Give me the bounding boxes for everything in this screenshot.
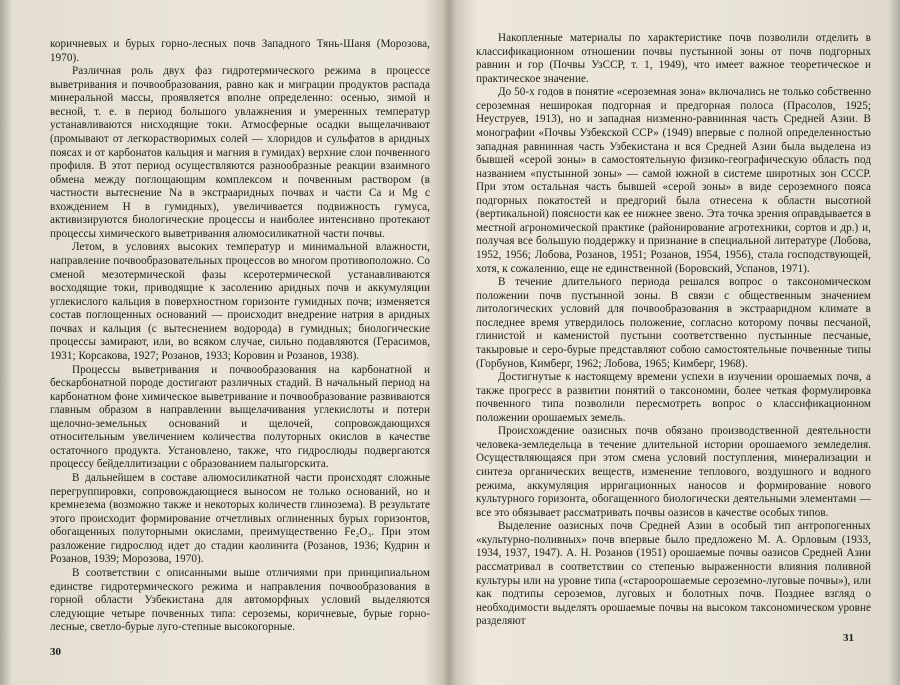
paragraph: В дальнейшем в составе алюмосиликатной части происходят сложные перегруппировки, сопровождающиеся выносом не только оснований, но и кремнезема (возможно также и некоторых количеств глинозема). В результате этого происходит формирование отчетливых оглиненных бурых горизонтов, обогащенных полуторными окислами, преимущественно Fe₂O₃. При этом разложение гидрослюд идет до стадии каолинита (Розанов, 1936; Кудрин и Розанов, 1939; Морозова, 1970). bbox=[50, 472, 430, 566]
paragraph: Различная роль двух фаз гидротермического режима в процессе выветривания и почвообразования, равно как и миграции продуктов распада минеральной массы, проявляется вполне определенно: осенью, зимой и весной, т. е. в период большого увлажнения и умеренных температур устанавливаются нисходящие токи. Атмосферные осадки выщелачивают (промывают от легкорастворимых солей — хлоридов и сульфатов в аридных поясах и от карбонатов кальция и магния в гумидах) верхние слои почвенного профиля. В этот период осуществляются разнообразные реакции взаимного обмена между поглощающим комплексом и почвенным раствором (в частности вытеснение Na в экстрааридных почвах и части Ca и Mg с вхождением H в гумидных), увеличивается подвижность гумуса, активизируются биологические процессы и наиболее интенсивно протекают процессы химического выветривания алюмосиликатной части почвы. bbox=[50, 65, 430, 240]
paragraph: Происхождение оазисных почв обязано производственной деятельности человека-земледельца в течение длительной истории орошаемого земледелия. Осуществляющаяся при этом смена условий поступления, минерализации и синтеза органических веществ, изменение теплового, воздушного и водного режима, аккумуляция ирригационных наносов и формирование нового культурного горизонта, обогащенного биологически деятельными элементами — все это обязывает рассматривать почвы оазисов в качестве особых типов. bbox=[476, 425, 871, 519]
paragraph: Летом, в условиях высоких температур и минимальной влажности, направление почвообразовательных процессов во многом противоположно. Со сменой мезотермической фазы ксеротермической устанавливаются восходящие токи, приводящие к засолению аридных почв и аккумуляции углекислого кальция в поверхностном горизонте гумидных почв; изменяется состав поглощенных оснований — происходит внедрение натрия в аридных почвах и кальция (с вытеснением водорода) в гумидных; биологические процессы замирают, или, во всяком случае, сильно подавляются (Герасимов, 1931; Корсакова, 1927; Розанов, 1933; Коровин и Розанов, 1938). bbox=[50, 241, 430, 362]
paragraph: Выделение оазисных почв Средней Азии в особый тип антропогенных «культурно-поливных» почв впервые было предложено М. А. Орловым (1933, 1934, 1937, 1947). А. Н. Розанов (1951) орошаемые почвы оазисов Средней Азии рассматривал в соответствии со степенью выраженности влияния поливной культуры или на уровне типа («староорошаемые сероземно-луговые почвы»), или как подтипы сероземов, луговых и болотных почв. Позднее взгляд о необходимости выделять орошаемые почвы на высоком таксономическом уровне разделяют bbox=[476, 520, 871, 628]
page-number: 31 bbox=[843, 632, 854, 644]
paragraph: В течение длительного периода решался вопрос о таксономическом положении почв пустынной зоны. В связи с общественным значением литологических условий для почвообразования в экстрааридном климате в последнее время утвердилось положение, согласно которому почвы песчаной, глинистой и каменистой пустыни соответственно пустынные песчаные, такыровые и серо-бурые представляют собою самостоятельные почвенные типы (Горбунов, Кимберг, 1962; Лобова, 1965; Кимберг, 1968). bbox=[476, 276, 871, 370]
right-page bbox=[451, 0, 900, 685]
paragraph: В соответствии с описанными выше отличиями при принципиальном единстве гидротермического режима и направления почвообразования в горной области Узбекистана для автоморфных условий выделяются следующие четыре почвенных типа: сероземы, коричневые, бурые горно-лесные, светло-бурые луго-степные высокогорные. bbox=[50, 566, 430, 634]
paragraph: Процессы выветривания и почвообразования на карбонатной и бескарбонатной породе достигают различных стадий. В начальный период на карбонатном фоне химическое выветривание и почвообразование развиваются главным образом в направлении выщелачивания углекислоты и потери щелочно-земельных оснований и щелочей, сопровождающихся относительным увеличением количества полуторных окислов в качестве остаточного продукта. Установлено, также, что гидрослюды подвергаются процессу бейделлитизации с образованием палыгорскита. bbox=[50, 363, 430, 471]
right-page-text bbox=[476, 32, 871, 629]
paragraph: коричневых и бурых горно-лесных почв Западного Тянь-Шаня (Морозова, 1970). bbox=[50, 38, 430, 64]
paragraph: До 50-х годов в понятие «сероземная зона» включались не только собственно сероземная неширокая подгорная и предгорная полоса (Прасолов, 1925; Неуструев, 1913), но и западная низменно-равнинная часть Средней Азии. В монографии «Почвы Узбекской ССР» (1949) впервые с полной определенностью западная равнинная часть Узбекистана и вся Средней Азии была выделена из бывшей «серой зоны» в самостоятельную физико-географическую область под названием «пустынной зоны» — самой южной в системе широтных зон СССР. При этом остальная часть бывшей «серой зоны» в виде сероземного пояса подгорных покатостей и предгорий была отнесена к области высотной (вертикальной) поясности как ее нижнее звено. Эта точка зрения оправдывается в местной агрономической практике (районирование агротехники, сортов и др.) и, получая все большую поддержку и признание в специальной литературе (Лобова, 1952, 1956; Лобова, Розанов, 1951; Розанов, 1954, 1956), стала господствующей, хотя, к сожалению, еще не единственной (Боровский, Успанов, 1971). bbox=[476, 86, 871, 275]
left-page-text bbox=[50, 38, 430, 635]
left-page bbox=[0, 0, 449, 685]
page-number: 30 bbox=[50, 646, 61, 658]
paragraph: Достигнутые к настоящему времени успехи в изучении орошаемых почв, а также прогресс в развитии понятий о таксономии, более четкая формулировка почвенного типа позволили пересмотреть вопрос о классификационном положении орошаемых земель. bbox=[476, 371, 871, 424]
paragraph: Накопленные материалы по характеристике почв позволили отделить в классификационном отношении почвы пустынной зоны от почв подгорных равнин и гор (Почвы УзССР, т. 1, 1949), что имеет важное теоретическое и практическое значение. bbox=[476, 32, 871, 85]
